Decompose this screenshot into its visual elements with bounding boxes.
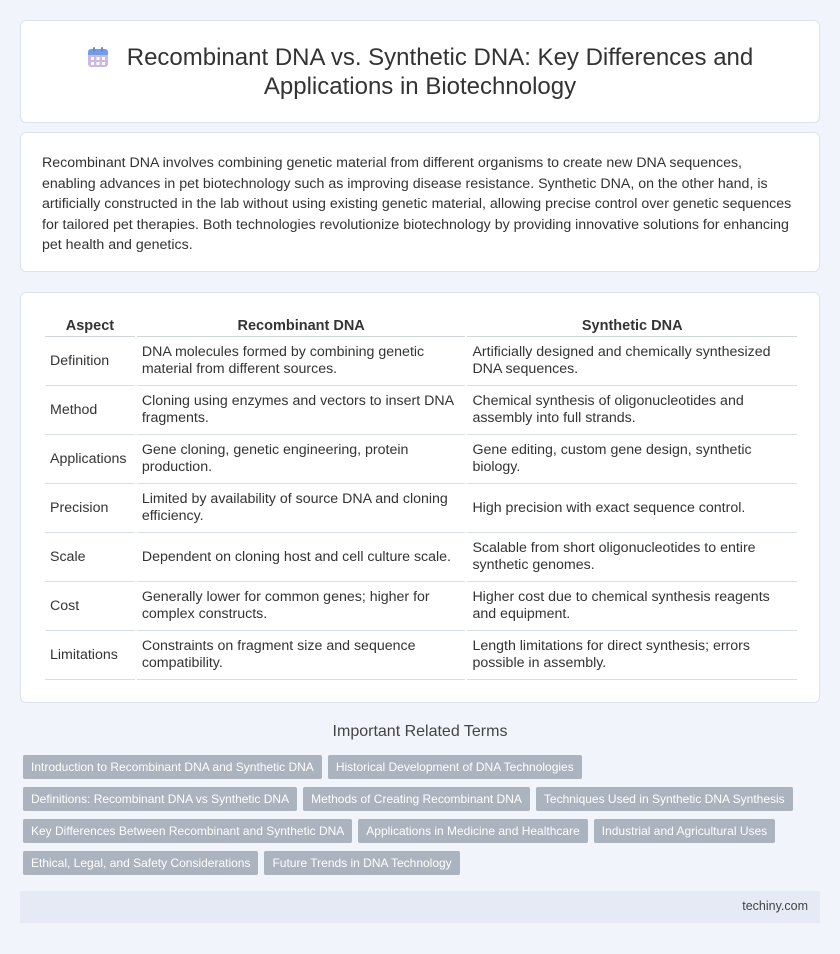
- synthetic-cell: Higher cost due to chemical synthesis reagents and equipment.: [467, 582, 797, 631]
- related-term-tag[interactable]: Techniques Used in Synthetic DNA Synthesis: [536, 787, 793, 811]
- header-card: [20, 20, 820, 123]
- related-term-tag[interactable]: Industrial and Agricultural Uses: [594, 819, 775, 843]
- recombinant-cell: Generally lower for common genes; higher for complex constructs.: [137, 582, 466, 631]
- table-header-row: [45, 313, 797, 337]
- related-term-tag[interactable]: Historical Development of DNA Technologies: [328, 755, 582, 779]
- recombinant-cell: Cloning using enzymes and vectors to insert DNA fragments.: [137, 386, 466, 435]
- table-row: [45, 533, 797, 582]
- recombinant-cell: Constraints on fragment size and sequence compatibility.: [137, 631, 466, 680]
- header-recombinant: Recombinant DNA: [137, 313, 466, 337]
- title-line-1: Recombinant DNA vs. Synthetic DNA: Key Differences and: [126, 44, 754, 71]
- related-terms-title: Important Related Terms: [332, 723, 508, 740]
- recombinant-cell: Limited by availability of source DNA and cloning efficiency.: [137, 484, 466, 533]
- related-term-tag[interactable]: Ethical, Legal, and Safety Considerations: [23, 851, 258, 875]
- page-title: [61, 43, 779, 101]
- header-synthetic: Synthetic DNA: [467, 313, 797, 337]
- comparison-table: [43, 313, 799, 680]
- table-row: [45, 386, 797, 435]
- aspect-cell: Scale: [45, 533, 135, 582]
- aspect-cell: Precision: [45, 484, 135, 533]
- header-aspect: Aspect: [45, 313, 135, 337]
- related-term-tag[interactable]: Applications in Medicine and Healthcare: [358, 819, 587, 843]
- aspect-cell: Applications: [45, 435, 135, 484]
- aspect-cell: Definition: [45, 337, 135, 386]
- synthetic-cell: Gene editing, custom gene design, synthetic biology.: [467, 435, 797, 484]
- calendar-icon: [87, 46, 109, 68]
- synthetic-cell: Artificially designed and chemically synthesized DNA sequences.: [467, 337, 797, 386]
- footer-site-link[interactable]: techiny.com: [742, 899, 808, 913]
- synthetic-cell: Scalable from short oligonucleotides to entire synthetic genomes.: [467, 533, 797, 582]
- synthetic-cell: High precision with exact sequence control.: [467, 484, 797, 533]
- table-row: [45, 582, 797, 631]
- related-term-tag[interactable]: Definitions: Recombinant DNA vs Synthetic DNA: [23, 787, 297, 811]
- recombinant-cell: Dependent on cloning host and cell culture scale.: [137, 533, 466, 582]
- related-terms-list: [23, 755, 813, 875]
- related-term-tag[interactable]: Introduction to Recombinant DNA and Synthetic DNA: [23, 755, 322, 779]
- table-row: [45, 337, 797, 386]
- related-term-tag[interactable]: Methods of Creating Recombinant DNA: [303, 787, 530, 811]
- footer: [20, 891, 820, 923]
- synthetic-cell: Length limitations for direct synthesis; errors possible in assembly.: [467, 631, 797, 680]
- aspect-cell: Cost: [45, 582, 135, 631]
- title-line-2: Applications in Biotechnology: [263, 73, 577, 100]
- recombinant-cell: DNA molecules formed by combining genetic material from different sources.: [137, 337, 466, 386]
- aspect-cell: Method: [45, 386, 135, 435]
- related-term-tag[interactable]: Key Differences Between Recombinant and Synthetic DNA: [23, 819, 352, 843]
- table-row: [45, 435, 797, 484]
- table-row: [45, 484, 797, 533]
- intro-paragraph: Recombinant DNA involves combining genetic material from different organisms to create new DNA sequences, enabling advances in pet biotechnology such as improving disease resistance. Synthetic DNA, on the other hand, is artificially constructed in the lab without using existing genetic material, allowing precise control over genetic sequences for tailored pet therapies. Both technologies revolutionize biotechnology by providing innovative solutions for enhancing pet health and genetics.: [42, 155, 792, 253]
- synthetic-cell: Chemical synthesis of oligonucleotides and assembly into full strands.: [467, 386, 797, 435]
- recombinant-cell: Gene cloning, genetic engineering, protein production.: [137, 435, 466, 484]
- aspect-cell: Limitations: [45, 631, 135, 680]
- related-term-tag[interactable]: Future Trends in DNA Technology: [264, 851, 459, 875]
- intro-card: [20, 132, 820, 272]
- comparison-card: [20, 292, 820, 703]
- table-row: [45, 631, 797, 680]
